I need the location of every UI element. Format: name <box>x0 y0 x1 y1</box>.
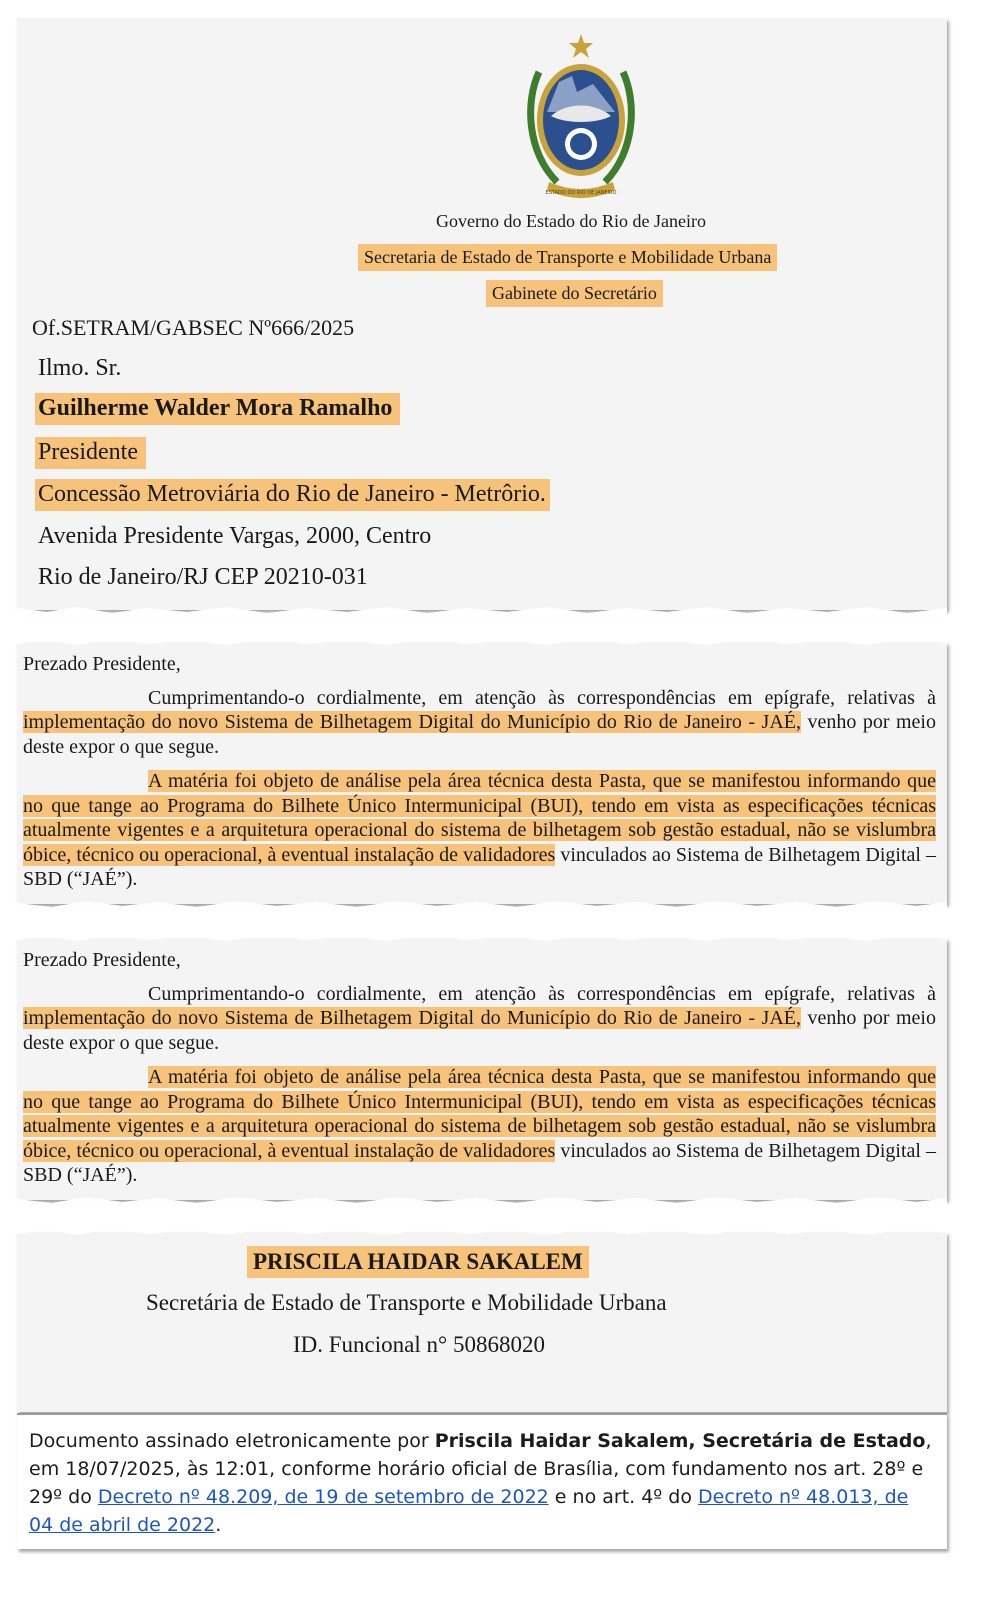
recipient-name: Guilherme Walder Mora Ramalho <box>35 393 400 425</box>
highlight: implementação do novo Sistema de Bilhetagem Digital do Município do Rio de Janeiro - JAÉ, <box>23 711 801 733</box>
torn-edge <box>17 1226 947 1238</box>
paragraph-1: Cumprimentando-o cordialmente, em atenção às correspondências em epígrafe, relativas à implementação do novo Sistema de Bilhetagem Digital do Município do Rio de Janeiro - JAÉ, venho por meio deste expor o que segue. <box>23 982 936 1054</box>
signatory-title: Secretária de Estado de Transporte e Mobilidade Urbana <box>146 1290 667 1315</box>
recipient-role: Presidente <box>35 437 146 469</box>
paragraph-2: A matéria foi objeto de análise pela área técnica desta Pasta, que se manifestou informando que no que tange ao Programa do Bilhete Único Intermunicipal (BUI), tendo em vista as especificações técnicas atualmente vigentes e a arquitetura operacional do sistema de bilhetagem sob gestão estadual, não se vislumbra óbice, técnico ou operacional, à eventual instalação de validadores vinculados ao Sistema de Bilhetagem Digital – SBD (“JAÉ”). <box>23 1066 937 1186</box>
signatory-id: ID. Funcional n° 50868020 <box>293 1332 545 1357</box>
decree-link-48209[interactable]: Decreto nº 48.209, de 19 de setembro de 2022 <box>97 1486 549 1508</box>
letter-body <box>23 948 936 1198</box>
office-name: Gabinete do Secretário <box>486 280 663 307</box>
decree-link-48013[interactable]: Decreto nº 48.013, de 04 de abril de 2022 <box>29 1486 909 1536</box>
highlight: A matéria foi objeto de análise pela área técnica desta Pasta, que se manifestou informando que no que tange ao Programa do Bilhete Único Intermunicipal (BUI), tendo em vista as especificações técnicas atualmente vigentes e a arquitetura operacional do sistema de bilhetagem sob gestão estadual, não se vislumbra óbice, técnico ou operacional, à eventual instalação de validadores <box>23 1066 936 1162</box>
document-reference: Of.SETRAM/GABSEC Nº666/2025 <box>32 315 355 340</box>
torn-edge <box>17 898 947 910</box>
electronic-signature-panel <box>17 1413 947 1549</box>
greeting: Prezado Presidente, <box>23 653 181 675</box>
highlight: implementação do novo Sistema de Bilhetagem Digital do Município do Rio de Janeiro - JAÉ, <box>23 1007 801 1029</box>
signature-panel <box>17 1232 947 1412</box>
address-line-1: Avenida Presidente Vargas, 2000, Centro <box>38 523 432 549</box>
torn-edge <box>17 1194 947 1206</box>
government-name: Governo do Estado do Rio de Janeiro <box>436 211 706 231</box>
recipient-organization: Concessão Metroviária do Rio de Janeiro - Metrôrio. <box>35 479 550 511</box>
secretariat-name: Secretaria de Estado de Transporte e Mobilidade Urbana <box>358 244 777 271</box>
electronic-signature-note: Documento assinado eletronicamente por Priscila Haidar Sakalem, Secretária de Estado, em 18/07/2025, às 12:01, conforme horário oficial de Brasília, com fundamento nos art. 28º e 29º do Decreto nº 48.209, de 19 de setembro de 2022 e no art. 4º do Decreto nº 48.013, de 04 de abril de 2022. <box>29 1430 932 1536</box>
state-coat-of-arms-icon <box>517 32 645 208</box>
letter-body <box>23 652 936 902</box>
torn-edge <box>17 636 947 648</box>
letter-header-panel <box>17 18 947 610</box>
signatory-name: PRISCILA HAIDAR SAKALEM <box>247 1246 589 1278</box>
highlight: A matéria foi objeto de análise pela área técnica desta Pasta, que se manifestou informando que no que tange ao Programa do Bilhete Único Intermunicipal (BUI), tendo em vista as especificações técnicas atualmente vigentes e a arquitetura operacional do sistema de bilhetagem sob gestão estadual, não se vislumbra óbice, técnico ou operacional, à eventual instalação de validadores <box>23 770 936 866</box>
signer-name: Priscila Haidar Sakalem, Secretária de Estado <box>434 1430 926 1452</box>
torn-edge <box>17 604 947 616</box>
paragraph-2: A matéria foi objeto de análise pela área técnica desta Pasta, que se manifestou informando que no que tange ao Programa do Bilhete Único Intermunicipal (BUI), tendo em vista as especificações técnicas atualmente vigentes e a arquitetura operacional do sistema de bilhetagem sob gestão estadual, não se vislumbra óbice, técnico ou operacional, à eventual instalação de validadores vinculados ao Sistema de Bilhetagem Digital – SBD (“JAÉ”). <box>23 770 937 890</box>
crest-text: ESTADO DO RIO DE JANEIRO <box>545 190 617 196</box>
torn-edge <box>17 932 947 944</box>
address-line-2: Rio de Janeiro/RJ CEP 20210-031 <box>38 564 368 590</box>
letter-excerpt-panel <box>17 938 947 1200</box>
paragraph-1: Cumprimentando-o cordialmente, em atenção às correspondências em epígrafe, relativas à implementação do novo Sistema de Bilhetagem Digital do Município do Rio de Janeiro - JAÉ, venho por meio deste expor o que segue. <box>23 686 936 758</box>
salutation-title: Ilmo. Sr. <box>38 355 122 381</box>
greeting: Prezado Presidente, <box>23 949 181 971</box>
letter-excerpt-panel <box>17 642 947 904</box>
